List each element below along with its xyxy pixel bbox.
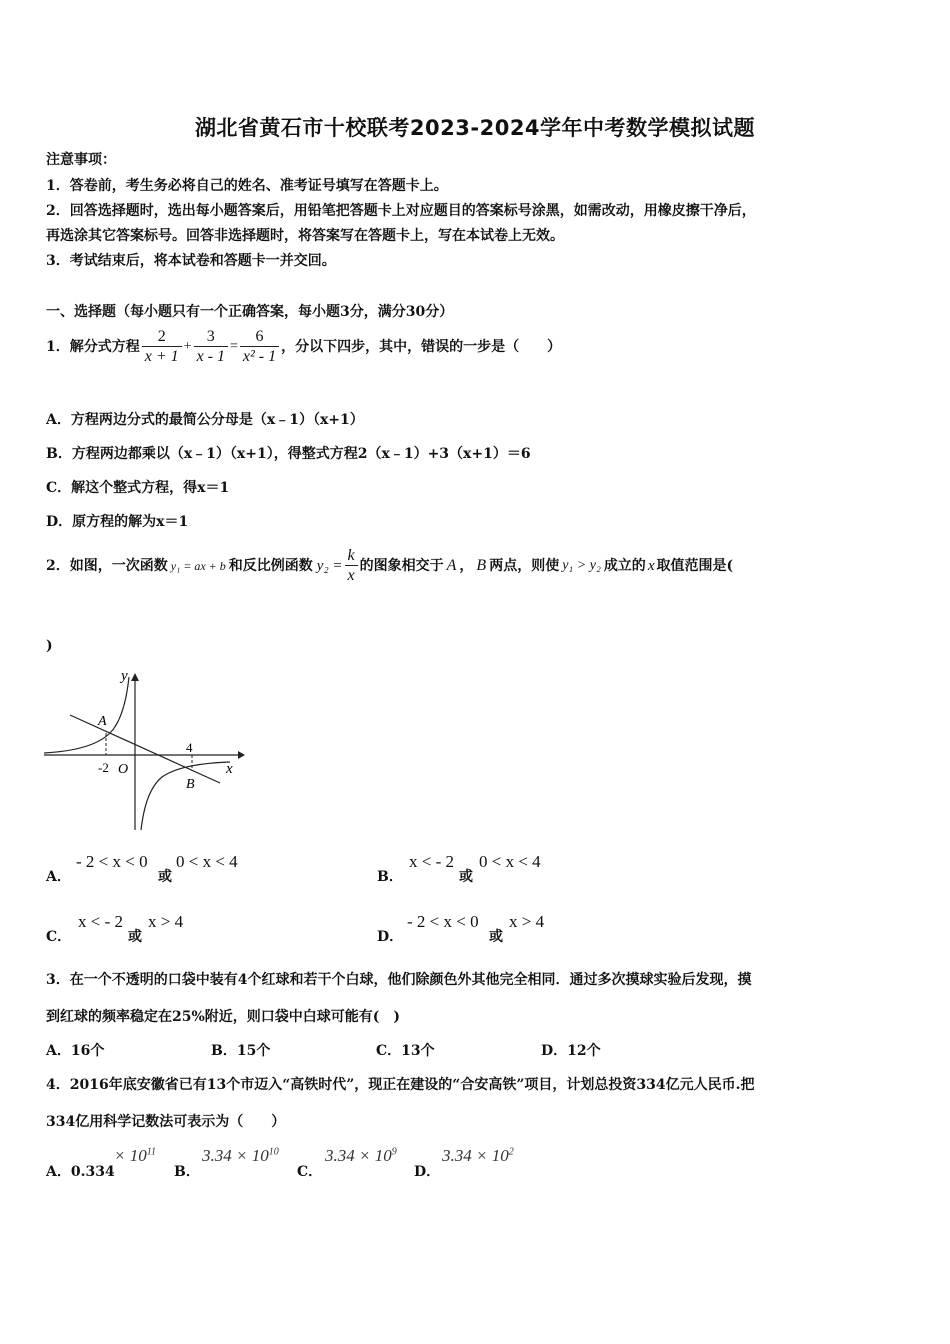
q2-option-c-range-2: x > 4 <box>148 912 184 931</box>
section-heading: 一、选择题（每小题只有一个正确答案，每小题3分，满分30分） <box>46 304 454 320</box>
q2-option-c-or: 或 <box>128 929 142 945</box>
q2-y1-expr: y₁ = ax + b <box>170 558 226 573</box>
q4-option-b-label: B． <box>174 1164 200 1180</box>
q2-function-graph <box>40 665 245 835</box>
q2-mid1: 和反比例函数 <box>228 557 313 574</box>
notice-item-2-cont: 再选涂其它答案标号。回答非选择题时，将答案写在答题卡上，写在本试卷上无效。 <box>46 228 564 244</box>
q1-fraction-2: $\frac{3}{x - 1}$ <box>194 327 228 366</box>
q2-option-d <box>377 910 697 950</box>
q3-option-d: D．12个 <box>541 1043 601 1059</box>
q2-point-a: A <box>446 556 457 574</box>
point-b-label: B <box>186 777 195 792</box>
q2-option-b <box>377 850 697 890</box>
q2-option-a-range-2: 0 < x < 4 <box>176 852 238 871</box>
q3-option-b: B．15个 <box>211 1043 271 1059</box>
y-axis-label: y <box>121 668 128 684</box>
q2-option-a <box>46 850 366 890</box>
q2-option-b-range-2: 0 < x < 4 <box>479 852 541 871</box>
q2-y2-expr: y₂ = <box>316 557 343 574</box>
tick-label-4: 4 <box>186 740 193 755</box>
q2-mid4: 成立的 <box>603 557 646 574</box>
q1-option-a: A．方程两边分式的最简公分母是（x﹣1）（x+1） <box>46 412 364 428</box>
q2-inequality: y₁ > y₂ <box>562 557 601 573</box>
q4-option-a-label: A．0.334 <box>46 1164 115 1180</box>
q2-option-d-or: 或 <box>489 929 503 945</box>
q2-option-d-range-1: - 2 < x < 0 <box>407 912 479 931</box>
point-a-label: A <box>98 714 107 729</box>
question-3-line-1: 3．在一个不透明的口袋中装有4个红球和若干个白球，他们除颜色外其他完全相同．通过多次摸球实验后发现，摸 <box>46 972 752 988</box>
linear-function-line <box>70 715 220 783</box>
q2-option-b-or: 或 <box>459 869 473 885</box>
question-4-line-1: 4．2016年底安徽省已有13个市迈入“高铁时代”，现正在建设的“合安高铁”项目，计划总投资334亿元人民币.把 <box>46 1077 755 1093</box>
q2-option-d-label: D． <box>377 929 404 945</box>
q2-mid3: 两点，则使 <box>489 557 560 574</box>
hyperbola-right-branch <box>141 762 230 830</box>
q2-option-b-range-1: x < - 2 <box>409 852 454 871</box>
q1-fraction-1: $\frac{2}{x + 1}$ <box>142 327 182 366</box>
q1-option-c: C．解这个整式方程，得x＝1 <box>46 480 230 496</box>
question-1-stem <box>46 327 561 366</box>
q2-option-a-range-1: - 2 < x < 0 <box>76 852 148 871</box>
q4-option-c-label: C． <box>297 1164 323 1180</box>
q2-option-d-range-2: x > 4 <box>509 912 545 931</box>
q2-option-a-or: 或 <box>158 869 172 885</box>
q2-suffix: 取值范围是( <box>656 557 734 574</box>
q2-k-over-x: $\frac{k}{x}$ <box>345 546 358 585</box>
q1-fraction-3: $\frac{6}{\text{x² - 1}}$ <box>240 327 279 366</box>
q1-plus: + <box>183 338 192 354</box>
q2-option-a-label: A． <box>46 869 71 885</box>
tick-label-neg2: -2 <box>98 760 109 775</box>
q3-option-c: C．13个 <box>376 1043 435 1059</box>
q1-suffix: ，分以下四步，其中，错误的一步是（ ） <box>281 338 562 355</box>
hyperbola-left-branch <box>44 677 129 753</box>
notice-item-2: 2．回答选择题时，选出每小题答案后，用铅笔把答题卡上对应题目的答案标号涂黑，如需改动，用橡皮擦干净后， <box>46 203 756 219</box>
notice-heading: 注意事项： <box>46 152 116 168</box>
q4-option-d-label: D． <box>414 1164 441 1180</box>
q4-option-a-value: × $10^{11}$ <box>114 1146 156 1165</box>
origin-label: O <box>118 762 129 777</box>
q2-option-c-label: C． <box>46 929 72 945</box>
notice-item-3: 3．考试结束后，将本试卷和答题卡一并交回。 <box>46 253 336 269</box>
q4-option-c-value: $3.34 \times 10^9$ <box>325 1146 397 1165</box>
q2-mid2: 的图象相交于 <box>359 557 444 574</box>
q4-option-d-value: $3.34 \times 10^2$ <box>442 1146 514 1165</box>
q4-option-b-value: $3.34 \times 10^{10}$ <box>202 1146 279 1165</box>
q1-equals: = <box>230 338 238 354</box>
q2-option-c <box>46 910 366 950</box>
x-axis-arrow <box>238 751 245 759</box>
q2-option-b-label: B． <box>377 869 403 885</box>
q1-option-b: B．方程两边都乘以（x﹣1）（x+1），得整式方程2（x﹣1）+3（x+1）＝6 <box>46 446 531 462</box>
q1-prefix: 1．解分式方程 <box>46 338 140 355</box>
q3-option-a: A．16个 <box>46 1043 105 1059</box>
q1-option-d: D．原方程的解为x＝1 <box>46 514 189 530</box>
q2-option-c-range-1: x < - 2 <box>78 912 123 931</box>
y-axis-arrow <box>131 673 139 681</box>
question-4-line-2: 334亿用科学记数法可表示为（ ） <box>46 1114 286 1130</box>
x-axis-label: x <box>226 761 233 777</box>
q2-prefix: 2．如图，一次函数 <box>46 557 168 574</box>
question-3-line-2: 到红球的频率稳定在25%附近，则口袋中白球可能有( ) <box>46 1009 401 1025</box>
q2-point-b: B <box>476 556 487 574</box>
q2-close-paren: ) <box>46 638 53 654</box>
q2-x: x <box>647 557 655 574</box>
question-2-stem <box>46 546 733 585</box>
page-title: 湖北省黄石市十校联考2023-2024学年中考数学模拟试题 <box>194 116 756 140</box>
q2-comma: ， <box>459 557 474 574</box>
notice-item-1: 1．答卷前，考生务必将自己的姓名、准考证号填写在答题卡上。 <box>46 178 448 194</box>
